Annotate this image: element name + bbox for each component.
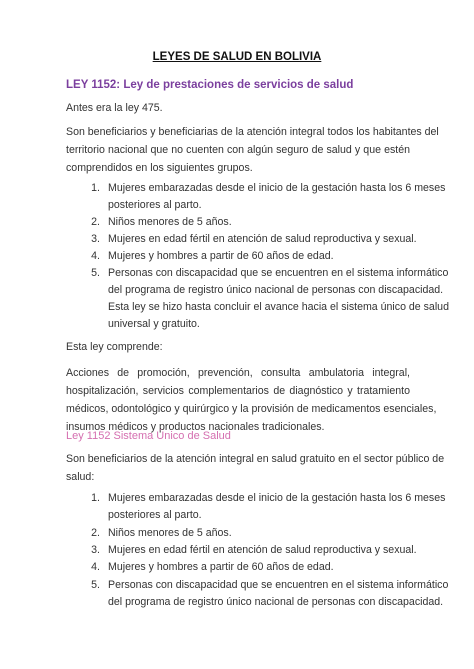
list-item-line: del programa de registro único nacional de personas con discapacidad. [108,596,444,608]
list-number: 4. [91,250,100,262]
list-number: 3. [91,233,100,245]
list-item-line: Mujeres embarazadas desde el inicio de la gestación hasta los 6 meses [108,182,446,194]
list-item-line: Niños menores de 5 años. [108,216,232,228]
paragraph-line: hospitalización, servicios complementarios de diagnóstico y tratamiento [66,385,410,397]
list-item-line: posteriores al parto. [108,509,202,521]
list-item-line: Esta ley se hizo hasta concluir el avance hacia el sistema único de salud [108,301,449,313]
heading-sistema-unico: Ley 1152 Sistema Único de Salud [66,430,231,442]
paragraph-line: insumos médicos y productos nacionales tradicionales. [66,421,325,433]
paragraph-line: salud: [66,471,95,483]
list-item-line: del programa de registro único nacional de personas con discapacidad. [108,284,444,296]
list-number: 4. [91,561,100,573]
list-item-line: Personas con discapacidad que se encuentren en el sistema informático [108,267,449,279]
paragraph-line: Son beneficiarios de la atención integral en salud gratuito en el sector público de [66,453,445,465]
list-number: 3. [91,544,100,556]
list-number: 2. [91,527,100,539]
paragraph-line: Acciones de promoción, prevención, consulta ambulatoria integral, [66,367,410,379]
intro-text: Antes era la ley 475. [66,102,163,114]
paragraph-line: médicos, odontológico y quirúrgico y la provisión de medicamentos esenciales, [66,403,437,415]
heading-ley-1152: LEY 1152: Ley de prestaciones de servicios de salud [66,79,354,91]
list-item-line: Mujeres en edad fértil en atención de salud reproductiva y sexual. [108,544,417,556]
paragraph-line: comprendidos en los siguientes grupos. [66,162,253,174]
list-item-line: Mujeres en edad fértil en atención de salud reproductiva y sexual. [108,233,417,245]
list-item-line: Mujeres y hombres a partir de 60 años de edad. [108,561,334,573]
list-item-line: Mujeres embarazadas desde el inicio de la gestación hasta los 6 meses [108,492,446,504]
paragraph-line: Son beneficiarios y beneficiarias de la atención integral todos los habitantes del [66,126,439,138]
list-item-line: Personas con discapacidad que se encuentren en el sistema informático [108,579,449,591]
list-item-line: Niños menores de 5 años. [108,527,232,539]
law-includes-label: Esta ley comprende: [66,341,163,353]
list-number: 2. [91,216,100,228]
list-item-line: posteriores al parto. [108,199,202,211]
page-title: LEYES DE SALUD EN BOLIVIA [152,51,322,63]
list-item-line: universal y gratuito. [108,318,200,330]
list-item-line: Mujeres y hombres a partir de 60 años de edad. [108,250,334,262]
list-number: 1. [91,182,100,194]
list-number: 5. [91,579,100,591]
list-number: 5. [91,267,100,279]
list-number: 1. [91,492,100,504]
paragraph-line: territorio nacional que no cuenten con algún seguro de salud y que estén [66,144,410,156]
